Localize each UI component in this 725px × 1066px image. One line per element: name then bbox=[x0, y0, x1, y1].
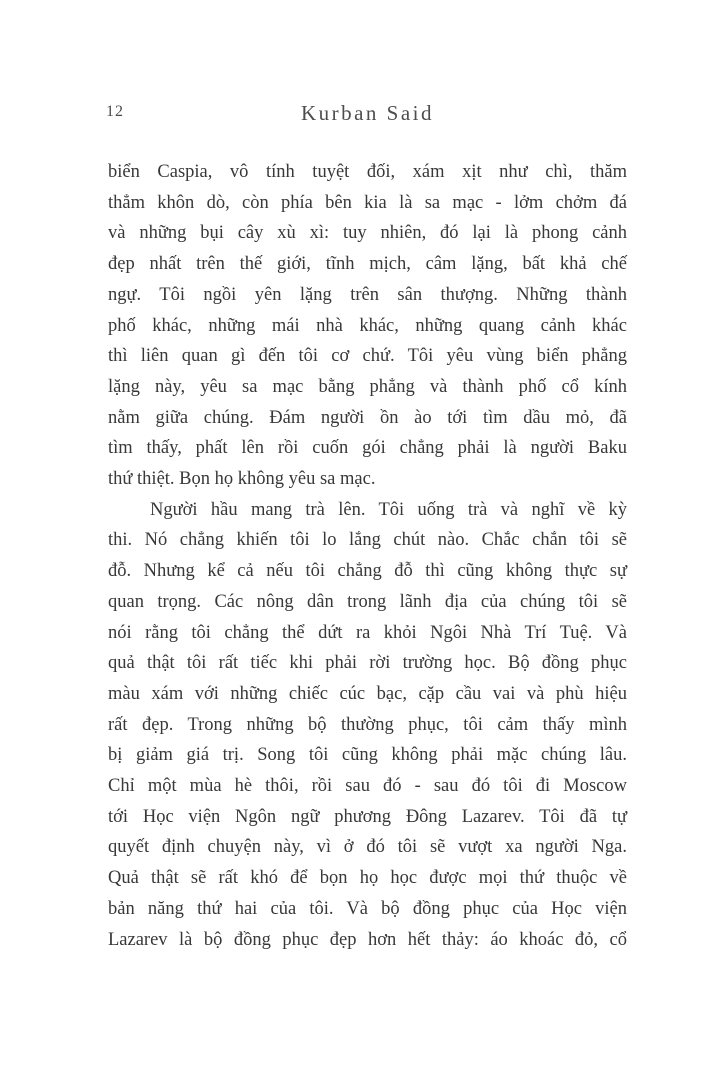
text-line: màu xám với những chiếc cúc bạc, cặp cầu vai và phù hiệu bbox=[108, 683, 627, 704]
text-line: lặng này, yêu sa mạc bằng phẳng và thành phố cổ kính bbox=[108, 376, 627, 397]
running-head-author: Kurban Said bbox=[300, 101, 435, 125]
text-line: Người hầu mang trà lên. Tôi uống trà và nghĩ về kỳ bbox=[150, 499, 627, 520]
text-line: tìm thấy, phất lên rồi cuốn gói chẳng phải là người Baku bbox=[108, 438, 627, 459]
text-line: rất đẹp. Trong những bộ thường phục, tôi cảm thấy mình bbox=[108, 714, 627, 735]
text-line: đẹp nhất trên thế giới, tĩnh mịch, câm lặng, bất khả chế bbox=[108, 254, 627, 275]
text-line: ngự. Tôi ngồi yên lặng trên sân thượng. Những thành bbox=[108, 284, 627, 305]
page-number: 12 bbox=[106, 103, 124, 120]
text-line: quyết định chuyện này, vì ở đó tôi sẽ vượt xa người Nga. bbox=[108, 837, 627, 858]
text-line: thứ thiệt. Bọn họ không yêu sa mạc. bbox=[108, 469, 376, 490]
text-line: Lazarev là bộ đồng phục đẹp hơn hết thảy: áo khoác đỏ, cổ bbox=[108, 929, 627, 950]
text-line: thì liên quan gì đến tôi cơ chứ. Tôi yêu vùng biển phẳng bbox=[108, 346, 627, 367]
text-line: đỗ. Nhưng kể cả nếu tôi chẳng đỗ thì cũng không thực sự bbox=[108, 561, 627, 582]
body-text bbox=[108, 157, 627, 955]
text-line: tới Học viện Ngôn ngữ phương Đông Lazarev. Tôi đã tự bbox=[108, 806, 627, 827]
paragraph-1 bbox=[108, 157, 627, 495]
paragraph-2 bbox=[108, 495, 627, 956]
text-line: Quả thật sẽ rất khó để bọn họ học được mọi thứ thuộc về bbox=[108, 868, 627, 889]
text-line: phố khác, những mái nhà khác, những quang cảnh khác bbox=[108, 315, 627, 336]
text-line: nói rằng tôi chẳng thể dứt ra khỏi Ngôi Nhà Trí Tuệ. Và bbox=[108, 622, 627, 643]
text-line: bị giảm giá trị. Song tôi cũng không phải mặc chúng lâu. bbox=[108, 745, 627, 766]
text-line: quả thật tôi rất tiếc khi phải rời trường học. Bộ đồng phục bbox=[108, 653, 627, 674]
text-line: nằm giữa chúng. Đám người ồn ào tới tìm dầu mỏ, đã bbox=[108, 407, 627, 428]
text-line: thẳm khôn dò, còn phía bên kia là sa mạc - lởm chởm đá bbox=[108, 192, 627, 213]
text-line: biển Caspia, vô tính tuyệt đối, xám xịt như chì, thăm bbox=[108, 162, 627, 182]
text-line: quan trọng. Các nông dân trong lãnh địa của chúng tôi sẽ bbox=[108, 591, 627, 612]
text-line: thi. Nó chẳng khiến tôi lo lắng chút nào. Chắc chắn tôi sẽ bbox=[108, 530, 627, 551]
text-line: bản năng thứ hai của tôi. Và bộ đồng phục của Học viện bbox=[108, 898, 627, 919]
text-line: Chỉ một mùa hè thôi, rồi sau đó - sau đó tôi đi Moscow bbox=[108, 776, 627, 797]
text-line: và những bụi cây xù xì: tuy nhiên, đó lại là phong cảnh bbox=[108, 223, 627, 244]
